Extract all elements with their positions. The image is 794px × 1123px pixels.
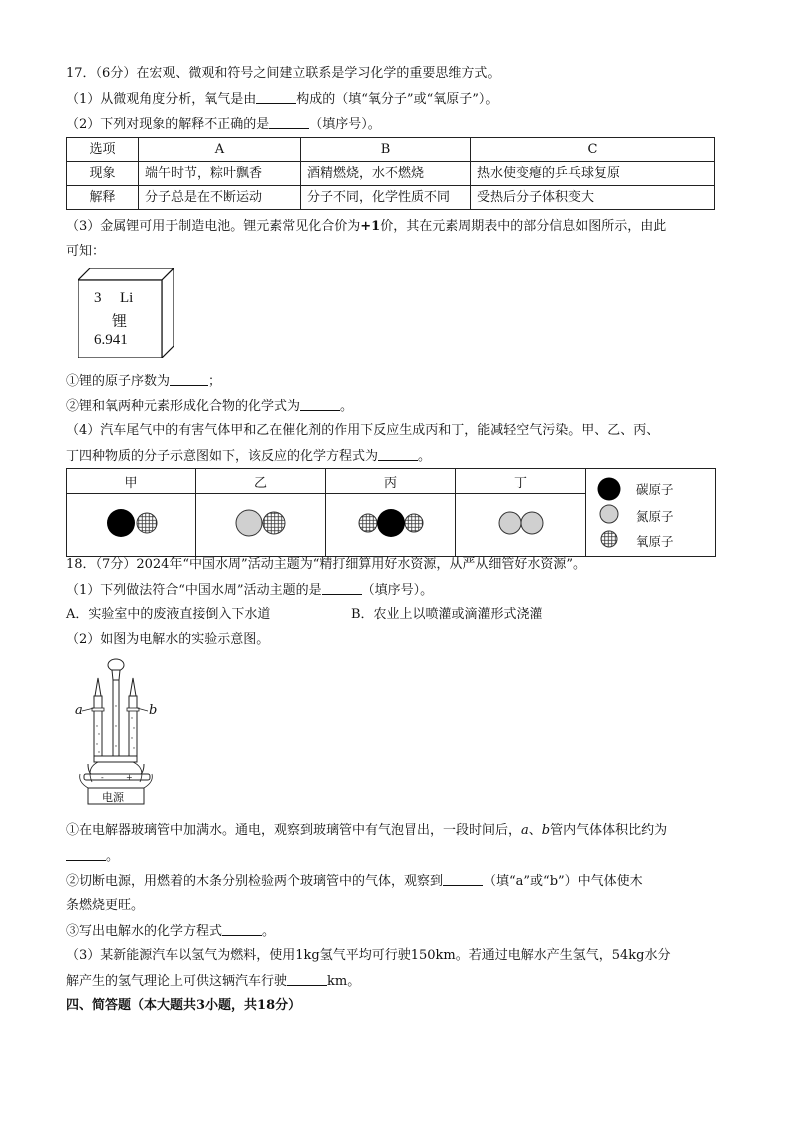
table-cell: 受热后分子体积变大 <box>471 186 715 210</box>
legend-oxygen-label: 氧原子 <box>636 534 674 549</box>
q17-part1 <box>66 91 498 108</box>
q18-step2-line1 <box>66 873 643 890</box>
legend-nitrogen-label: 氮原子 <box>636 509 674 524</box>
q17-part3-q1-text: ①锂的原子序数为 <box>66 374 171 389</box>
table-header-row <box>67 138 715 162</box>
lithium-element-card <box>78 268 174 358</box>
q18-part1-end: （填序号）。 <box>361 583 434 598</box>
table-cell: 热水使变瘪的乒乓球复原 <box>471 162 715 186</box>
answer-blank[interactable] <box>222 923 262 936</box>
molecule-header-cell: 丙 <box>326 469 456 494</box>
q17-part3-line2: 可知： <box>66 244 106 259</box>
table-cell: 现象 <box>67 162 139 186</box>
q18-stem: 18．（7分）2024年“中国水周”活动主题为“精打细算用好水资源，从严从细管好水资源”。 <box>66 557 586 572</box>
atom-legend <box>586 471 715 554</box>
q17-part3-q2-end: 。 <box>340 399 354 414</box>
molecule-yi-cell <box>196 494 326 557</box>
molecule-bing-cell <box>326 494 456 557</box>
q18-part1-text: （1）下列做法符合“中国水周”活动主题的是 <box>66 583 322 598</box>
q18-step1-text-end: 管内气体体积比约为 <box>550 823 668 838</box>
co-molecule-icon <box>67 494 195 552</box>
q17-part4-text: 丁四种物质的分子示意图如下，该反应的化学方程式为 <box>66 449 379 464</box>
answer-blank[interactable] <box>170 373 208 386</box>
section-heading: 四、简答题（本大题共3小题，共18分） <box>66 998 302 1013</box>
explanation-table <box>66 137 715 210</box>
molecule-header-row <box>67 469 716 494</box>
legend-carbon <box>596 476 674 502</box>
q18-step1-text: ①在电解器玻璃管中加满水。通电，观察到玻璃管中有气泡冒出，一段时间后， <box>66 823 522 838</box>
n2-molecule-icon <box>456 494 585 552</box>
q17-part4-line1: （4）汽车尾气中的有害气体甲和乙在催化剂的作用下反应生成丙和丁，能减轻空气污染。甲、乙、丙、 <box>66 423 660 438</box>
q18-step3-end: 。 <box>262 924 276 939</box>
molecule-header-cell: 乙 <box>196 469 326 494</box>
molecule-header-cell: 甲 <box>67 469 196 494</box>
legend-oxygen <box>596 528 674 550</box>
q18-step3-text: ③写出电解水的化学方程式 <box>66 924 223 939</box>
q18-part2: （2）如图为电解水的实验示意图。 <box>66 632 270 647</box>
table-header-cell: C <box>471 138 715 162</box>
q18-step1-line2 <box>66 848 119 865</box>
q17-part4-end: 。 <box>418 449 432 464</box>
answer-blank[interactable] <box>322 582 362 595</box>
answer-blank[interactable] <box>378 448 418 461</box>
atomic-number: 3 <box>94 290 102 306</box>
q18-option-b: B．农业上以喷灌或滴灌形式浇灌 <box>351 607 543 622</box>
q18-part3-line2 <box>66 973 360 990</box>
answer-blank[interactable] <box>256 91 296 104</box>
molecule-header-cell: 丁 <box>456 469 586 494</box>
table-header-cell: B <box>301 138 471 162</box>
q17-part3-line1 <box>66 219 666 235</box>
nitrogen-atom-icon <box>596 503 622 525</box>
q17-part3-q2 <box>66 398 353 415</box>
electrode-minus-label: - <box>101 773 104 782</box>
tube-a-ref: a <box>521 823 529 838</box>
q17-part2-text: （2）下列对现象的解释不正确的是 <box>66 117 270 132</box>
q17-part3-text-end: 价，其在元素周期表中的部分信息如图所示，由此 <box>380 219 667 234</box>
element-symbol: Li <box>120 290 134 306</box>
q18-part3-text: 解产生的氢气理论上可供这辆汽车行驶 <box>66 974 288 989</box>
q17-part1-text-end: 构成的（填“氧分子”或“氧原子”）。 <box>296 92 499 107</box>
q17-part1-text: （1）从微观角度分析，氧气是由 <box>66 92 257 107</box>
table-cell: 酒精燃烧，水不燃烧 <box>301 162 471 186</box>
molecule-jia-cell <box>67 494 196 557</box>
answer-blank[interactable] <box>66 848 106 861</box>
q17-part2-text-end: （填序号）。 <box>309 117 381 132</box>
power-source-label: 电源 <box>102 791 124 804</box>
q18-part1 <box>66 582 433 599</box>
table-header-cell: A <box>139 138 301 162</box>
tube-b-label: b <box>149 703 158 718</box>
q18-step2-text-end: （填“a”或“b”）中气体使木 <box>483 874 643 889</box>
q18-part3-line1: （3）某新能源汽车以氢气为燃料，使用1kg氢气平均可行驶150km。若通过电解水产生氢气，54kg水分 <box>66 948 671 963</box>
q18-part3-end: km。 <box>327 974 361 989</box>
q17-part3-q2-text: ②锂和氧两种元素形成化合物的化学式为 <box>66 399 301 414</box>
q17-part3-q1 <box>66 373 221 390</box>
q17-part2 <box>66 116 381 133</box>
electrode-plus-label: + <box>126 773 133 782</box>
q18-step1-end: 。 <box>106 849 120 864</box>
q18-step2-line2: 条燃烧更旺。 <box>66 898 145 913</box>
co2-molecule-icon <box>326 494 455 552</box>
table-cell: 分子总是在不断运动 <box>139 186 301 210</box>
carbon-atom-icon <box>596 476 622 502</box>
table-cell: 分子不同，化学性质不同 <box>301 186 471 210</box>
table-row <box>67 186 715 210</box>
table-row <box>67 162 715 186</box>
molecule-table <box>66 468 716 557</box>
answer-blank[interactable] <box>443 873 483 886</box>
q17-part3-text: （3）金属锂可用于制造电池。锂元素常见化合价为 <box>66 219 361 234</box>
tube-b-ref: b <box>541 823 551 838</box>
legend-nitrogen <box>596 503 674 525</box>
answer-blank[interactable] <box>269 116 309 129</box>
answer-blank[interactable] <box>300 398 340 411</box>
oxygen-atom-icon <box>596 528 622 550</box>
q18-step1-line1 <box>66 823 667 839</box>
answer-blank[interactable] <box>287 973 327 986</box>
tube-a-label: a <box>75 703 83 718</box>
q17-part4-line2 <box>66 448 431 465</box>
q17-part3-q1-end: ； <box>208 374 222 389</box>
q18-option-a: A．实验室中的废液直接倒入下水道 <box>66 607 271 622</box>
q18-step2-text: ②切断电源，用燃着的木条分别检验两个玻璃管中的气体，观察到 <box>66 874 444 889</box>
no-molecule-icon <box>196 494 325 552</box>
electrolysis-apparatus-icon <box>70 656 170 806</box>
electrolysis-diagram <box>70 656 170 806</box>
legend-cell <box>586 469 716 557</box>
q18-step3 <box>66 923 275 940</box>
q18-step1-sep: 、 <box>528 823 542 838</box>
element-name: 锂 <box>112 312 128 330</box>
molecule-ding-cell <box>456 494 586 557</box>
atomic-mass: 6.941 <box>94 332 128 348</box>
q17-stem: 17．（6分）在宏观、微观和符号之间建立联系是学习化学的重要思维方式。 <box>66 66 501 81</box>
table-cell: 解释 <box>67 186 139 210</box>
valence-value: +1 <box>360 219 381 234</box>
table-header-cell: 选项 <box>67 138 139 162</box>
legend-carbon-label: 碳原子 <box>636 482 674 497</box>
table-cell: 端午时节，粽叶飘香 <box>139 162 301 186</box>
